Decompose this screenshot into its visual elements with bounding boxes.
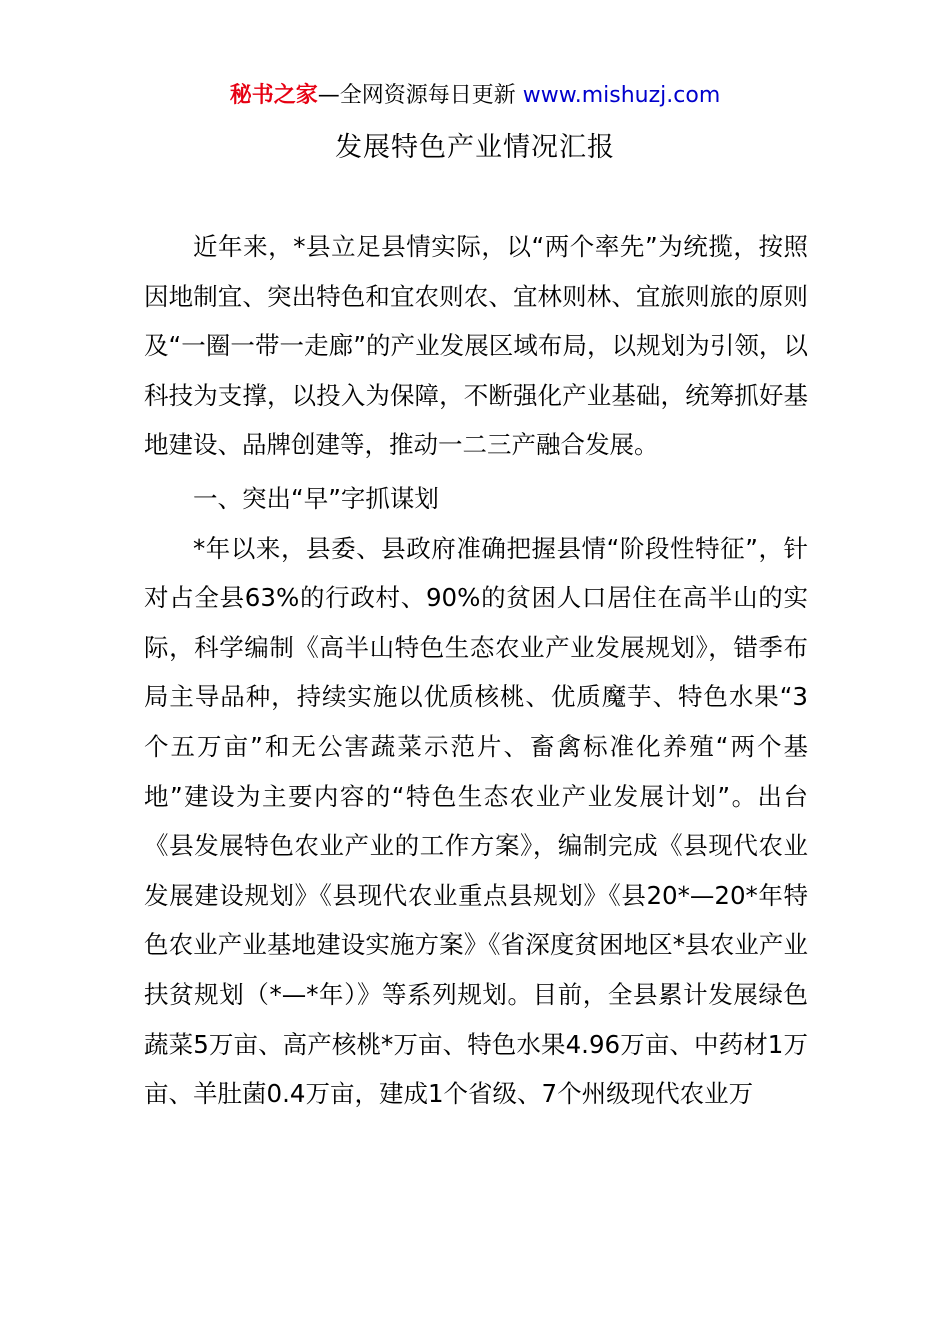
site-banner xyxy=(0,80,950,112)
body-paragraph: *年以来，县委、县政府准确把握县情“阶段性特征”，针对占全县63%的行政村、90%的贫困人口居住在高半山的实际，科学编制《高半山特色生态农业产业发展规划》，错季布局主导品种，持续实施以优质核桃、优质魔芋、特色水果“3个五万亩”和无公害蔬菜示范片、畜禽标准化养殖“两个基地”建设为主要内容的“特色生态农业产业发展计划”。出台《县发展特色农业产业的工作方案》，编制完成《县现代农业发展建设规划》《县现代农业重点县规划》《县20*—20*年特色农业产业基地建设实施方案》《省深度贫困地区*县农业产业扶贫规划（*—*年）》等系列规划。目前，全县累计发展绿色蔬菜5万亩、高产核桃*万亩、特色水果4.96万亩、中药材1万亩、羊肚菌0.4万亩，建成1个省级、7个州级现代农业万 xyxy=(144,533,808,1109)
banner-brand: 秘书之家 xyxy=(229,83,318,108)
intro-paragraph: 近年来，*县立足县情实际，以“两个率先”为统揽，按照因地制宜、突出特色和宜农则农、宜林则林、宜旅则旅的原则及“一圈一带一走廊”的产业发展区域布局，以规划为引领，以科技为支撑，以投入为保障，不断强化产业基础，统筹抓好基地建设、品牌创建等，推动一二三产融合发展。 xyxy=(144,232,808,460)
section-heading: 一、突出“早”字抓谋划 xyxy=(193,483,439,513)
banner-url-link[interactable]: www.mishuzj.com xyxy=(522,83,721,108)
document-body xyxy=(144,222,808,1119)
banner-tagline: —全网资源每日更新 xyxy=(317,83,523,108)
document-title: 发展特色产业情况汇报 xyxy=(335,132,615,163)
